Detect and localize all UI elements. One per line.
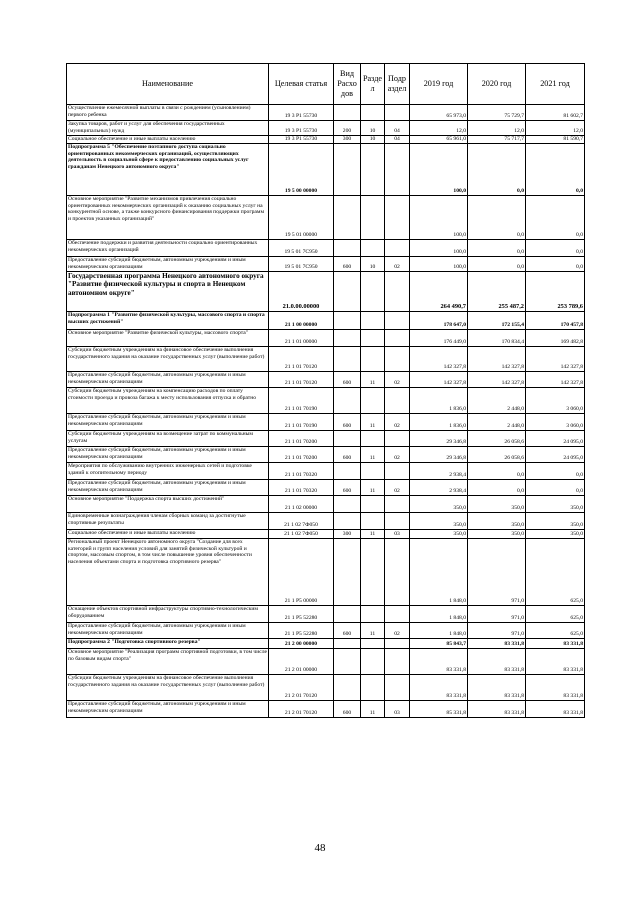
table-row: [67, 447, 585, 463]
cell-2021: 83 331,8: [526, 639, 585, 649]
table-row: [67, 312, 585, 330]
cell-target-article: 21 2 01 70120: [269, 675, 334, 701]
cell-2021: 625,0: [526, 606, 585, 623]
cell-target-article: 21 2 01 70120: [269, 701, 334, 718]
table-row: [67, 121, 585, 136]
cell-target-article: 21 1 00 00000: [269, 312, 334, 330]
cell-section: [361, 330, 385, 347]
table-row: [67, 480, 585, 496]
cell-2019: 83 331,8: [410, 649, 468, 675]
cell-2020: 2 448,0: [468, 414, 526, 431]
header-subsection: Подр аздел: [385, 64, 410, 105]
header-year-2020: 2020 год: [468, 64, 526, 105]
cell-expense-type: [334, 347, 361, 372]
cell-2020: 142 327,8: [468, 372, 526, 388]
cell-name: Субсидии бюджетным учреждениям на компенсацию расходов по оплату стоимости проезда и провоза багажа к месту использования отпуска и обратно: [67, 388, 269, 414]
cell-subsection: [385, 196, 410, 240]
cell-expense-type: 600: [334, 623, 361, 639]
cell-2019: 29 346,8: [410, 447, 468, 463]
cell-2019: 1 848,0: [410, 623, 468, 639]
cell-2019: 85 843,7: [410, 639, 468, 649]
cell-section: 10: [361, 136, 385, 144]
table-row: [67, 513, 585, 530]
cell-expense-type: [334, 105, 361, 121]
cell-expense-type: [334, 431, 361, 447]
table-row: [67, 347, 585, 372]
table-row: [67, 144, 585, 196]
cell-2021: 350,0: [526, 530, 585, 539]
table-row: [67, 105, 585, 121]
cell-2021: 0,0: [526, 463, 585, 480]
cell-subsection: 04: [385, 136, 410, 144]
cell-expense-type: [334, 496, 361, 513]
table-row: [67, 388, 585, 414]
cell-section: [361, 240, 385, 257]
cell-expense-type: [334, 272, 361, 312]
cell-2021: 625,0: [526, 623, 585, 639]
cell-target-article: 19 5 01 7С950: [269, 240, 334, 257]
cell-section: [361, 144, 385, 196]
cell-2019: 2 938,4: [410, 463, 468, 480]
table-row: [67, 530, 585, 539]
cell-name: Единовременные вознаграждения членам сборных команд за достигнутые спортивные результаты: [67, 513, 269, 530]
cell-expense-type: [334, 240, 361, 257]
cell-2019: 1 848,0: [410, 606, 468, 623]
cell-2019: 100,0: [410, 144, 468, 196]
cell-expense-type: 600: [334, 447, 361, 463]
cell-expense-type: [334, 513, 361, 530]
cell-2019: 65 961,0: [410, 136, 468, 144]
cell-name: Мероприятия по обслуживанию внутренних инженерных сетей и подготовке зданий к отопительному периоду: [67, 463, 269, 480]
table-row: [67, 257, 585, 272]
cell-expense-type: [334, 539, 361, 606]
cell-2020: 172 155,4: [468, 312, 526, 330]
cell-2020: 350,0: [468, 530, 526, 539]
cell-expense-type: 600: [334, 257, 361, 272]
table-row: [67, 649, 585, 675]
cell-section: [361, 388, 385, 414]
budget-table: [66, 63, 585, 718]
cell-2021: 0,0: [526, 240, 585, 257]
table-row: [67, 539, 585, 606]
cell-2020: 350,0: [468, 513, 526, 530]
cell-2019: 100,0: [410, 240, 468, 257]
cell-section: [361, 312, 385, 330]
cell-target-article: 21 1 01 70120: [269, 372, 334, 388]
cell-name: Государственная программа Ненецкого автономного округа "Развитие физической культуры и спорта в Ненецком автономном округе": [67, 272, 269, 312]
cell-expense-type: [334, 312, 361, 330]
cell-name: Осуществление ежемесячной выплаты в связи с рождением (усыновлением) первого ребенка: [67, 105, 269, 121]
cell-subsection: [385, 649, 410, 675]
cell-target-article: 21 1 02 7Ф050: [269, 513, 334, 530]
cell-expense-type: [334, 463, 361, 480]
cell-2019: 142 327,8: [410, 347, 468, 372]
cell-2019: 1 836,0: [410, 414, 468, 431]
cell-2019: 29 346,8: [410, 431, 468, 447]
cell-2019: 100,0: [410, 257, 468, 272]
cell-target-article: 21 1 01 00000: [269, 330, 334, 347]
cell-2021: 0,0: [526, 257, 585, 272]
cell-name: Основное мероприятие "Развитие механизмов привлечения социально ориентированных некоммерческих организаций к оказанию социальных услуг на конкурентной основе, а также конкурсного финансирования поддержки программ и проектов указанных организаций": [67, 196, 269, 240]
cell-name: Оснащение объектов спортивной инфраструктуры спортивно-технологическим оборудованием: [67, 606, 269, 623]
cell-target-article: 21 1 01 70120: [269, 347, 334, 372]
cell-section: 11: [361, 701, 385, 718]
header-name: Наименование: [67, 64, 269, 105]
cell-2020: 0,0: [468, 480, 526, 496]
cell-name: Подпрограмма 1 "Развитие физической культуры, массового спорта и спорта высших достижений": [67, 312, 269, 330]
cell-target-article: 21 1 02 00000: [269, 496, 334, 513]
cell-expense-type: [334, 639, 361, 649]
page-number: 48: [314, 842, 326, 854]
cell-section: [361, 463, 385, 480]
cell-name: Обеспечение поддержки и развития деятельности социально ориентированных некоммерческих организаций: [67, 240, 269, 257]
cell-section: [361, 513, 385, 530]
cell-2019: 1 848,0: [410, 539, 468, 606]
cell-2020: 75 729,7: [468, 105, 526, 121]
cell-expense-type: [334, 144, 361, 196]
cell-section: 11: [361, 480, 385, 496]
cell-expense-type: 300: [334, 530, 361, 539]
cell-name: Региональный проект Ненецкого автономного округа "Создание для всех категорий и групп населения условий для занятий физической культурой и спортом, массовым спортом, в том числе повышение уровня обеспеченности населения объектами спорта и подготовка спортивного резерва": [67, 539, 269, 606]
cell-target-article: 21 1 01 70320: [269, 480, 334, 496]
cell-target-article: 19 5 00 00000: [269, 144, 334, 196]
cell-2021: 169 482,8: [526, 330, 585, 347]
cell-subsection: [385, 330, 410, 347]
cell-subsection: [385, 105, 410, 121]
cell-target-article: 21 1 01 70190: [269, 388, 334, 414]
cell-2021: 24 095,0: [526, 431, 585, 447]
cell-2021: 142 327,8: [526, 347, 585, 372]
cell-target-article: 21 2 01 00000: [269, 649, 334, 675]
table-row: [67, 431, 585, 447]
table-row: [67, 623, 585, 639]
cell-2021: 0,0: [526, 144, 585, 196]
table-row: [67, 463, 585, 480]
cell-expense-type: [334, 388, 361, 414]
cell-subsection: [385, 431, 410, 447]
cell-name: Субсидии бюджетным учреждениям на финансовое обеспечение выполнения государственного задания на оказание государственных услуг (выполнение работ): [67, 347, 269, 372]
cell-2021: 3 060,0: [526, 414, 585, 431]
cell-2020: 971,0: [468, 539, 526, 606]
cell-subsection: 02: [385, 372, 410, 388]
table-row: [67, 639, 585, 649]
cell-name: Предоставление субсидий бюджетным, автономным учреждениям и иным некоммерческим организациям: [67, 701, 269, 718]
cell-subsection: [385, 675, 410, 701]
cell-2020: 255 487,2: [468, 272, 526, 312]
cell-subsection: [385, 539, 410, 606]
table-row: [67, 496, 585, 513]
cell-name: Социальное обеспечение и иные выплаты населению: [67, 136, 269, 144]
table-row: [67, 196, 585, 240]
cell-section: [361, 431, 385, 447]
cell-2020: 26 058,6: [468, 431, 526, 447]
cell-name: Предоставление субсидий бюджетным, автономным учреждениям и иным некоммерческим организациям: [67, 372, 269, 388]
cell-2021: 3 060,0: [526, 388, 585, 414]
cell-section: 11: [361, 372, 385, 388]
cell-section: [361, 196, 385, 240]
cell-2021: 350,0: [526, 513, 585, 530]
table-row: [67, 240, 585, 257]
cell-2021: 350,0: [526, 496, 585, 513]
cell-subsection: [385, 496, 410, 513]
cell-expense-type: [334, 196, 361, 240]
cell-target-article: 19 5 01 7С950: [269, 257, 334, 272]
cell-subsection: [385, 639, 410, 649]
cell-target-article: 21 2 00 00000: [269, 639, 334, 649]
cell-target-article: 21.0.00.00000: [269, 272, 334, 312]
cell-target-article: 21 1 02 7Ф050: [269, 530, 334, 539]
table-row: [67, 701, 585, 718]
cell-2019: 100,0: [410, 196, 468, 240]
table-row: [67, 675, 585, 701]
cell-2019: 264 490,7: [410, 272, 468, 312]
header-expense-type: Вид Расхо дов: [334, 64, 361, 105]
cell-expense-type: 600: [334, 480, 361, 496]
cell-name: Основное мероприятие "Развитие физической культуры, массового спорта": [67, 330, 269, 347]
cell-2020: 0,0: [468, 463, 526, 480]
cell-2021: 81 590,7: [526, 136, 585, 144]
cell-2020: 83 331,8: [468, 701, 526, 718]
cell-subsection: 02: [385, 414, 410, 431]
cell-section: 11: [361, 447, 385, 463]
table-body: [67, 105, 585, 718]
header-section: Разде л: [361, 64, 385, 105]
cell-2021: 24 095,0: [526, 447, 585, 463]
cell-expense-type: 600: [334, 701, 361, 718]
header-year-2019: 2019 год: [410, 64, 468, 105]
cell-2019: 350,0: [410, 530, 468, 539]
cell-subsection: [385, 388, 410, 414]
cell-expense-type: 600: [334, 372, 361, 388]
cell-target-article: 19 3 P1 55730: [269, 121, 334, 136]
cell-2020: 2 448,0: [468, 388, 526, 414]
cell-name: Предоставление субсидий бюджетным, автономным учреждениям и иным некоммерческим организациям: [67, 447, 269, 463]
cell-subsection: 02: [385, 480, 410, 496]
header-target-article: Целевая статья: [269, 64, 334, 105]
cell-2021: 83 331,8: [526, 675, 585, 701]
cell-section: 10: [361, 121, 385, 136]
cell-subsection: [385, 240, 410, 257]
cell-target-article: 21 1 01 70190: [269, 414, 334, 431]
cell-2020: 83 331,8: [468, 639, 526, 649]
cell-target-article: 21 1 01 70320: [269, 463, 334, 480]
header-year-2021: 2021 год: [526, 64, 585, 105]
cell-2021: 170 457,8: [526, 312, 585, 330]
cell-name: Предоставление субсидий бюджетным, автономным учреждениям и иным некоммерческим организациям: [67, 414, 269, 431]
cell-expense-type: 600: [334, 414, 361, 431]
cell-section: 10: [361, 257, 385, 272]
cell-subsection: [385, 606, 410, 623]
cell-2021: 81 602,7: [526, 105, 585, 121]
cell-target-article: 21 1 01 70200: [269, 431, 334, 447]
cell-2020: 142 327,8: [468, 347, 526, 372]
cell-target-article: 19 5 01 00000: [269, 196, 334, 240]
cell-2020: 0,0: [468, 196, 526, 240]
cell-section: [361, 539, 385, 606]
cell-2020: 170 834,4: [468, 330, 526, 347]
cell-subsection: 04: [385, 121, 410, 136]
cell-name: Подпрограмма 2 "Подготовка спортивного резерва": [67, 639, 269, 649]
table-header: [67, 64, 585, 105]
cell-expense-type: [334, 649, 361, 675]
cell-name: Социальное обеспечение и иные выплаты населению: [67, 530, 269, 539]
cell-2019: 1 836,0: [410, 388, 468, 414]
table-row: [67, 330, 585, 347]
cell-subsection: 03: [385, 530, 410, 539]
cell-subsection: [385, 312, 410, 330]
cell-subsection: 02: [385, 623, 410, 639]
cell-2020: 26 058,6: [468, 447, 526, 463]
cell-target-article: 19 3 P1 55730: [269, 105, 334, 121]
cell-2019: 178 647,0: [410, 312, 468, 330]
cell-2020: 75 717,7: [468, 136, 526, 144]
cell-2020: 83 331,8: [468, 675, 526, 701]
cell-2020: 83 331,8: [468, 649, 526, 675]
cell-2021: 83 331,8: [526, 701, 585, 718]
cell-2020: 350,0: [468, 496, 526, 513]
cell-2019: 350,0: [410, 513, 468, 530]
cell-2021: 0,0: [526, 480, 585, 496]
cell-2019: 176 449,0: [410, 330, 468, 347]
cell-name: Закупка товаров, работ и услуг для обеспечения государственных (муниципальных) нужд: [67, 121, 269, 136]
cell-2021: 253 789,6: [526, 272, 585, 312]
cell-section: [361, 496, 385, 513]
table-row: [67, 606, 585, 623]
cell-2019: 2 938,4: [410, 480, 468, 496]
cell-subsection: [385, 144, 410, 196]
cell-name: Субсидии бюджетным учреждениям на финансовое обеспечение выполнения государственного задания на оказание государственных услуг (выполнение работ): [67, 675, 269, 701]
cell-section: 11: [361, 414, 385, 431]
cell-expense-type: 300: [334, 136, 361, 144]
cell-2019: 142 327,8: [410, 372, 468, 388]
cell-expense-type: [334, 675, 361, 701]
cell-section: [361, 105, 385, 121]
cell-section: [361, 639, 385, 649]
table-row: [67, 414, 585, 431]
cell-2019: 85 331,8: [410, 701, 468, 718]
cell-section: [361, 606, 385, 623]
cell-name: Подпрограмма 5 "Обеспечение поэтапного доступа социально ориентированных некоммерческих организаций, осуществляющих деятельность в социальной сфере к предоставлению социальных услуг гражданам Ненецкого автономного округа": [67, 144, 269, 196]
cell-2021: 0,0: [526, 196, 585, 240]
cell-section: [361, 675, 385, 701]
cell-expense-type: [334, 606, 361, 623]
cell-target-article: 19 3 P1 55730: [269, 136, 334, 144]
cell-section: [361, 347, 385, 372]
cell-name: Предоставление субсидий бюджетным, автономным учреждениям и иным некоммерческим организациям: [67, 623, 269, 639]
cell-subsection: 03: [385, 701, 410, 718]
cell-target-article: 21 1 01 70200: [269, 447, 334, 463]
cell-expense-type: 200: [334, 121, 361, 136]
cell-subsection: [385, 513, 410, 530]
cell-section: 11: [361, 623, 385, 639]
cell-2019: 12,0: [410, 121, 468, 136]
cell-2021: 625,0: [526, 539, 585, 606]
cell-subsection: [385, 272, 410, 312]
cell-2019: 350,0: [410, 496, 468, 513]
cell-subsection: 02: [385, 447, 410, 463]
table-row: [67, 136, 585, 144]
cell-2020: 971,0: [468, 623, 526, 639]
cell-target-article: 21 1 P5 00000: [269, 539, 334, 606]
cell-target-article: 21 1 P5 52280: [269, 623, 334, 639]
cell-name: Предоставление субсидий бюджетным, автономным учреждениям и иным некоммерческим организациям: [67, 257, 269, 272]
table-row: [67, 272, 585, 312]
cell-2020: 0,0: [468, 144, 526, 196]
cell-2019: 65 973,0: [410, 105, 468, 121]
cell-target-article: 21 1 P5 52280: [269, 606, 334, 623]
cell-subsection: 02: [385, 257, 410, 272]
cell-section: 11: [361, 530, 385, 539]
cell-2020: 971,0: [468, 606, 526, 623]
cell-2019: 83 331,8: [410, 675, 468, 701]
cell-section: [361, 272, 385, 312]
cell-2020: 12,0: [468, 121, 526, 136]
cell-name: Предоставление субсидий бюджетным, автономным учреждениям и иным некоммерческим организациям: [67, 480, 269, 496]
cell-subsection: [385, 347, 410, 372]
cell-2021: 83 331,8: [526, 649, 585, 675]
cell-name: Основное мероприятие "Поддержка спорта высших достижений": [67, 496, 269, 513]
cell-2021: 142 327,8: [526, 372, 585, 388]
table-row: [67, 372, 585, 388]
cell-name: Субсидии бюджетным учреждениям на возмещение затрат по коммунальным услугам: [67, 431, 269, 447]
cell-section: [361, 649, 385, 675]
cell-2020: 0,0: [468, 257, 526, 272]
cell-subsection: [385, 463, 410, 480]
cell-name: Основное мероприятие "Реализация программ спортивной подготовки, в том числе по базовым видам спорта": [67, 649, 269, 675]
cell-expense-type: [334, 330, 361, 347]
cell-2021: 12,0: [526, 121, 585, 136]
cell-2020: 0,0: [468, 240, 526, 257]
